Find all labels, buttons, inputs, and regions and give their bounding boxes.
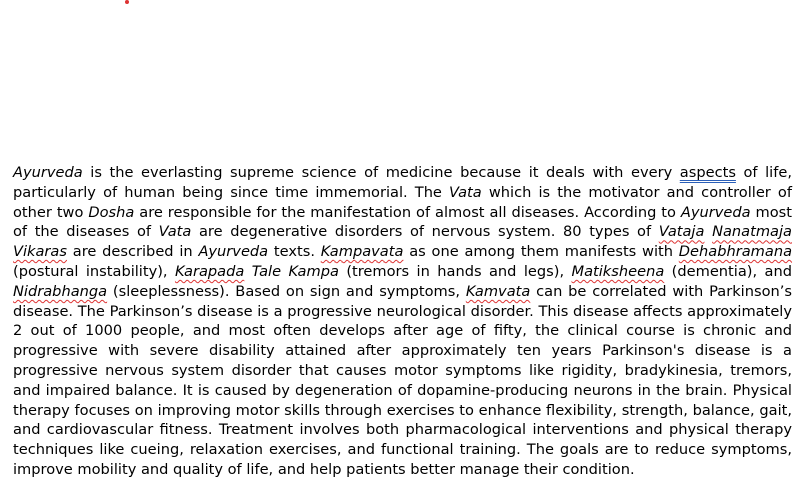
spell-flag-word[interactable]: Karapada <box>174 262 245 280</box>
text-run: texts. <box>268 243 321 261</box>
text-run: (postural instability), <box>13 262 175 280</box>
text-run: (sleeplessness). Based on sign and symptoms, <box>107 282 466 300</box>
text-run: (dementia), and <box>664 262 792 280</box>
body-paragraph[interactable] <box>13 163 792 480</box>
text-run: are degenerative disorders of nervous system. 80 types of <box>191 223 659 241</box>
term-ayurveda: Ayurveda <box>13 164 83 181</box>
text-run: are described in <box>66 243 199 261</box>
text-run: which is the motivator and controller of other two <box>13 183 792 221</box>
term-ayurveda: Ayurveda <box>198 243 269 261</box>
term-vata: Vata <box>449 183 482 201</box>
grammar-flag-word[interactable]: aspects <box>679 164 736 181</box>
spell-flag-word[interactable]: Nidrabhanga <box>13 282 108 300</box>
spell-flag-word[interactable]: Nanatmaja <box>712 223 792 241</box>
spell-flag-word[interactable]: Matiksheena <box>571 262 665 280</box>
term-tale-kampa: Tale Kampa <box>244 262 339 280</box>
red-marker-dot <box>125 0 129 4</box>
term-dosha: Dosha <box>88 203 135 221</box>
text-run: of life, particularly of human being since time immemorial. The <box>13 164 792 201</box>
spell-flag-word[interactable]: Kamvata <box>465 282 531 300</box>
spell-flag-word[interactable]: Vataja <box>658 223 705 241</box>
text-run: can be correlated with Parkinson’s disease. The Parkinson’s disease is a progressive neurological disorder. This disease affects approximately 2 out of 1000 people, and most often develops after age of fifty, the clinical course is chronic and progressive with severe disability attained after approximately ten years Parkinson's disease is a progressive nervous system disorder that causes motor symptoms like rigidity, bradykinesia, tremors, and impaired balance. It is caused by degeneration of dopamine-producing neurons in the brain. Physical therapy focuses on improving motor skills through exercises to enhance flexibility, strength, balance, gait, and cardiovascular fitness. Treatment involves both pharmacological interventions and physical therapy techniques like cueing, relaxation exercises, and functional training. The goals are to reduce symptoms, improve mobility and quality of life, and help patients better manage their condition. <box>13 282 792 478</box>
text-run: as one among them manifests with <box>403 243 679 261</box>
term-vata: Vata <box>158 223 192 241</box>
term-ayurveda: Ayurveda <box>680 203 751 221</box>
text-run: is the everlasting supreme science of medicine because it deals with every <box>82 164 680 181</box>
text-run <box>704 223 712 240</box>
text-run: (tremors in hands and legs), <box>338 262 572 280</box>
spell-flag-word[interactable]: Kampavata <box>320 243 404 261</box>
text-run: most of the diseases of <box>13 203 793 241</box>
text-run: are responsible for the manifestation of almost all diseases. According to <box>134 203 681 221</box>
spell-flag-word[interactable]: Dehabhramana <box>678 243 793 261</box>
spell-flag-word[interactable]: Vikaras <box>13 243 67 261</box>
